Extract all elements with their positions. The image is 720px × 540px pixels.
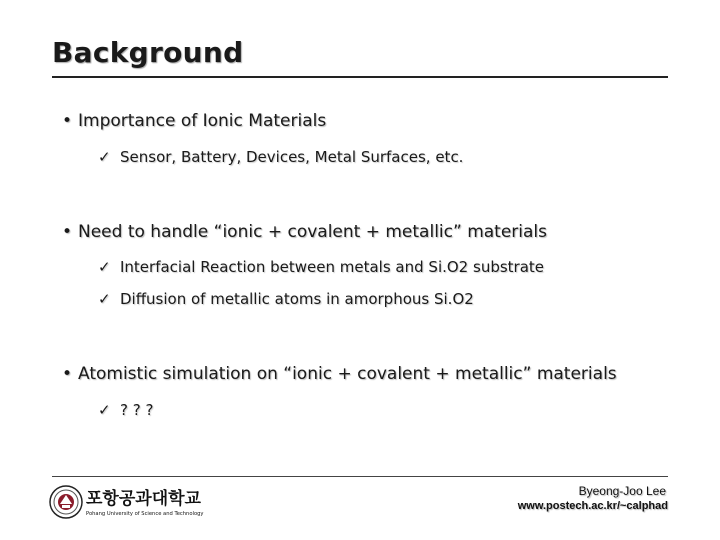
author-url[interactable]: www.postech.ac.kr/~calphad <box>517 500 668 512</box>
bullet-item <box>62 222 547 242</box>
sub-item <box>98 401 153 419</box>
logo-korean-text: 포항공과대학교 <box>86 489 201 509</box>
sub-text: Interfacial Reaction between metals and Si.O2 substrate <box>120 258 545 276</box>
bullet-text: Importance of Ionic Materials <box>78 111 327 131</box>
bullet-dot-icon: • <box>62 111 73 131</box>
checkmark-icon: ✓ <box>98 148 111 166</box>
sub-item <box>98 290 474 308</box>
sub-text: Diffusion of metallic atoms in amorphous Si.O2 <box>120 290 474 308</box>
slide-title: Background <box>52 36 244 69</box>
bullet-item <box>62 111 326 131</box>
footer-rule <box>52 476 668 477</box>
sub-text: Sensor, Battery, Devices, Metal Surfaces, etc. <box>120 148 464 166</box>
author-name: Byeong-Joo Lee <box>578 484 666 498</box>
checkmark-icon: ✓ <box>98 258 111 276</box>
bullet-text: Atomistic simulation on “ionic + covalent + metallic” materials <box>78 364 617 384</box>
checkmark-icon: ✓ <box>98 401 111 419</box>
university-logo <box>48 484 228 520</box>
bullet-item <box>62 364 617 384</box>
university-seal-icon <box>50 486 82 518</box>
bullet-text: Need to handle “ionic + covalent + metallic” materials <box>78 222 548 242</box>
checkmark-icon: ✓ <box>98 290 111 308</box>
title-rule <box>52 76 668 78</box>
bullet-dot-icon: • <box>62 364 73 384</box>
logo-english-text: Pohang University of Science and Technology <box>86 511 204 517</box>
sub-item <box>98 148 463 166</box>
bullet-dot-icon: • <box>62 222 73 242</box>
sub-text: ? ? ? <box>120 401 154 419</box>
sub-item <box>98 258 544 276</box>
